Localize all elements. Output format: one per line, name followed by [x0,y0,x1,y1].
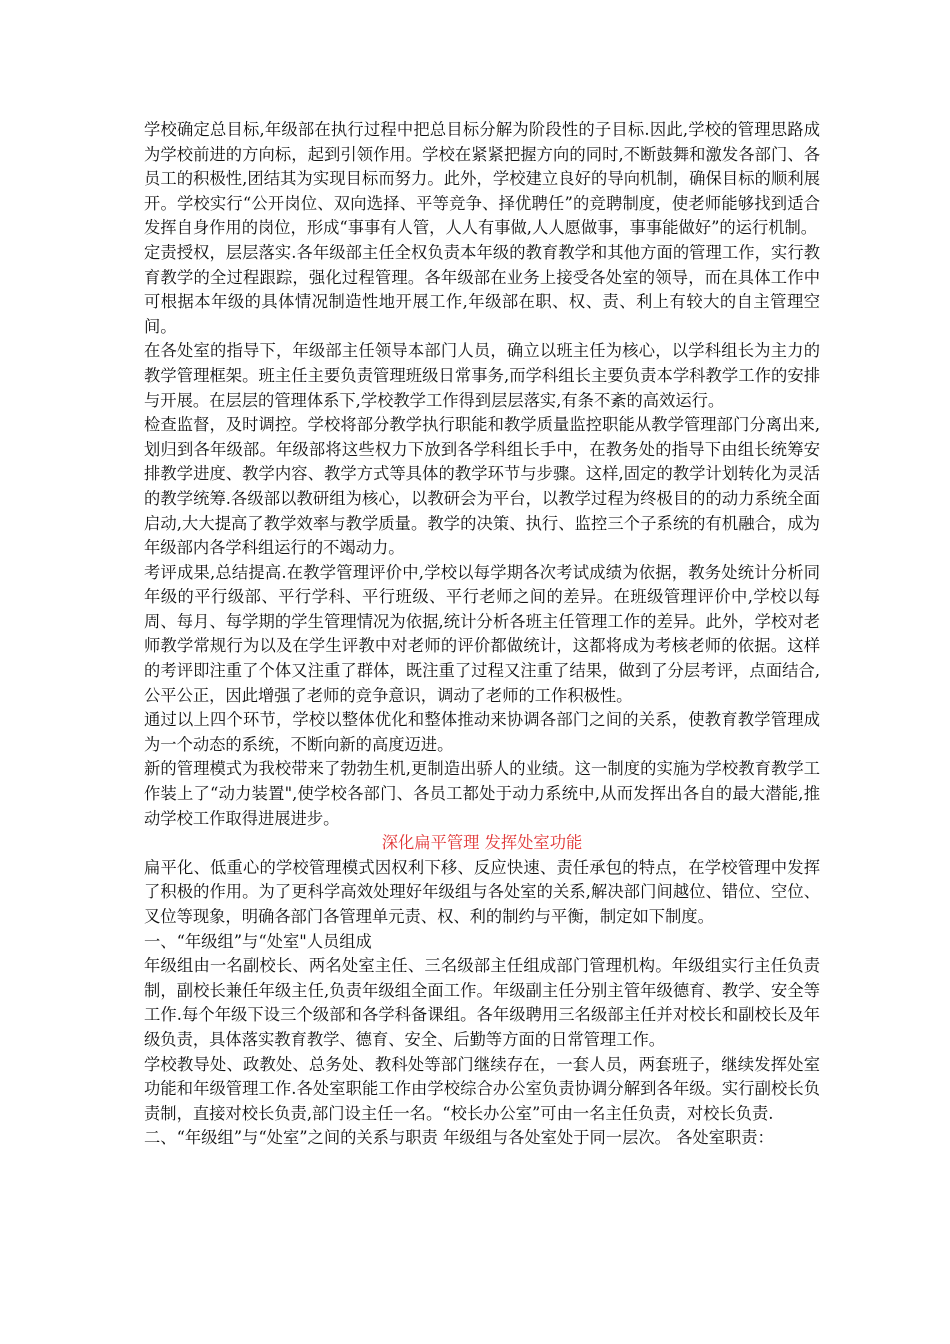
paragraph-new-model: 新的管理模式为我校带来了勃勃生机,更制造出骄人的业绩。这一制度的实施为学校教育教学工作装上了“动力装置",使学校各部门、各员工都处于动力系统中,从而发挥出各自的最大潜能,推动学校工作取得进展进步。 [144,759,820,828]
paragraph-authorization: 定责授权，层层落实.各年级部主任全权负责本年级的教育教学和其他方面的管理工作，实行教育教学的全过程跟踪，强化过程管理。各年级部在业务上接受各处室的领导，而在具体工作中可根据本年级的具体情况制造性地开展工作,年级部在职、权、责、利上有较大的自主管理空间。 [144,242,820,336]
document-body [144,118,820,1151]
heading-relationship-duties: 二、“年级组”与“处室”之间的关系与职责 年级组与各处室处于同一层次。 各处室职责： [144,1128,774,1148]
paragraph-four-links: 通过以上四个环节，学校以整体优化和整体推动来协调各部门之间的关系，使教育教学管理成为一个动态的系统，不断向新的高度迈进。 [144,710,820,754]
paragraph-inspection-supervision: 检查监督，及时调控。学校将部分教学执行职能和教学质量监控职能从教学管理部门分离出来,划归到各年级部。年级部将这些权力下放到各学科组长手中，在教务处的指导下由组长统筹安排教学进度、教学内容、教学方式等具体的教学环节与步骤。这样,固定的教学计划转化为灵活的教学统筹.各级部以教研组为核心，以教研会为平台，以教学过程为终极目的的动力系统全面启动,大大提高了教学效率与教学质量。教学的决策、执行、监控三个子系统的有机融合，成为年级部内各学科组运行的不竭动力。 [144,415,820,558]
paragraph-flat-management: 扁平化、低重心的学校管理模式因权利下移、反应快速、责任承包的特点，在学校管理中发挥了积极的作用。为了更科学高效处理好年级组与各处室的关系,解决部门间越位、错位、空位、叉位等现象，明确各部门各管理单元责、权、利的制约与平衡，制定如下制度。 [144,857,820,926]
paragraph-grade-group: 年级组由一名副校长、两名处室主任、三名级部主任组成部门管理机构。年级组实行主任负责制，副校长兼任年级主任,负责年级组全面工作。年级副主任分别主管年级德育、教学、安全等工作.每个年级下设三个级部和各学科备课组。各年级聘用三名级部主任并对校长和副校长及年级负责，具体落实教育教学、德育、安全、后勤等方面的日常管理工作。 [144,956,820,1049]
paragraph-offices: 学校教导处、政教处、总务处、教科处等部门继续存在，一套人员，两套班子，继续发挥处室功能和年级管理工作.各处室职能工作由学校综合办公室负责协调分解到各年级。实行副校长负责制，直接对校长负责,部门设主任一名。“校长办公室”可由一名主任负责，对校长负责. [144,1054,820,1123]
paragraph-goal-management: 学校确定总目标,年级部在执行过程中把总目标分解为阶段性的子目标.因此,学校的管理思路成为学校前进的方向标，起到引领作用。学校在紧紧把握方向的同时,不断鼓舞和激发各部门、各员工的积极性,团结其为实现目标而努力。此外，学校建立良好的导向机制，确保目标的顺利展开。学校实行“公开岗位、双向选择、平等竞争、择优聘任”的竞聘制度，使老师能够找到适合发挥自身作用的岗位，形成“事事有人管，人人有事做,人人愿做事，事事能做好”的运行机制。 [144,120,820,238]
section-title: 深化扁平管理 发挥处室功能 [381,833,583,853]
paragraph-evaluation: 考评成果,总结提高.在教学管理评价中,学校以每学期各次考试成绩为依据，教务处统计分析同年级的平行级部、平行学科、平行班级、平行老师之间的差异。在班级管理评价中,学校以每周、每月、每学期的学生管理情况为依据,统计分析各班主任管理工作的差异。此外，学校对老师教学常规行为以及在学生评教中对老师的评价都做统计，这都将成为考核老师的依据。这样的考评即注重了个体又注重了群体，既注重了过程又注重了结果，做到了分层考评，点面结合,公平公正，因此增强了老师的竞争意识，调动了老师的工作积极性。 [144,562,820,705]
heading-personnel-composition: 一、“年级组”与“处室"人员组成 [144,931,372,951]
paragraph-department-guidance: 在各处室的指导下，年级部主任领导本部门人员，确立以班主任为核心，以学科组长为主力的教学管理框架。班主任主要负责管理班级日常事务,而学科组长主要负责本学科教学工作的安排与开展。在层层的管理体系下,学校教学工作得到层层落实,有条不紊的高效运行。 [144,341,820,410]
